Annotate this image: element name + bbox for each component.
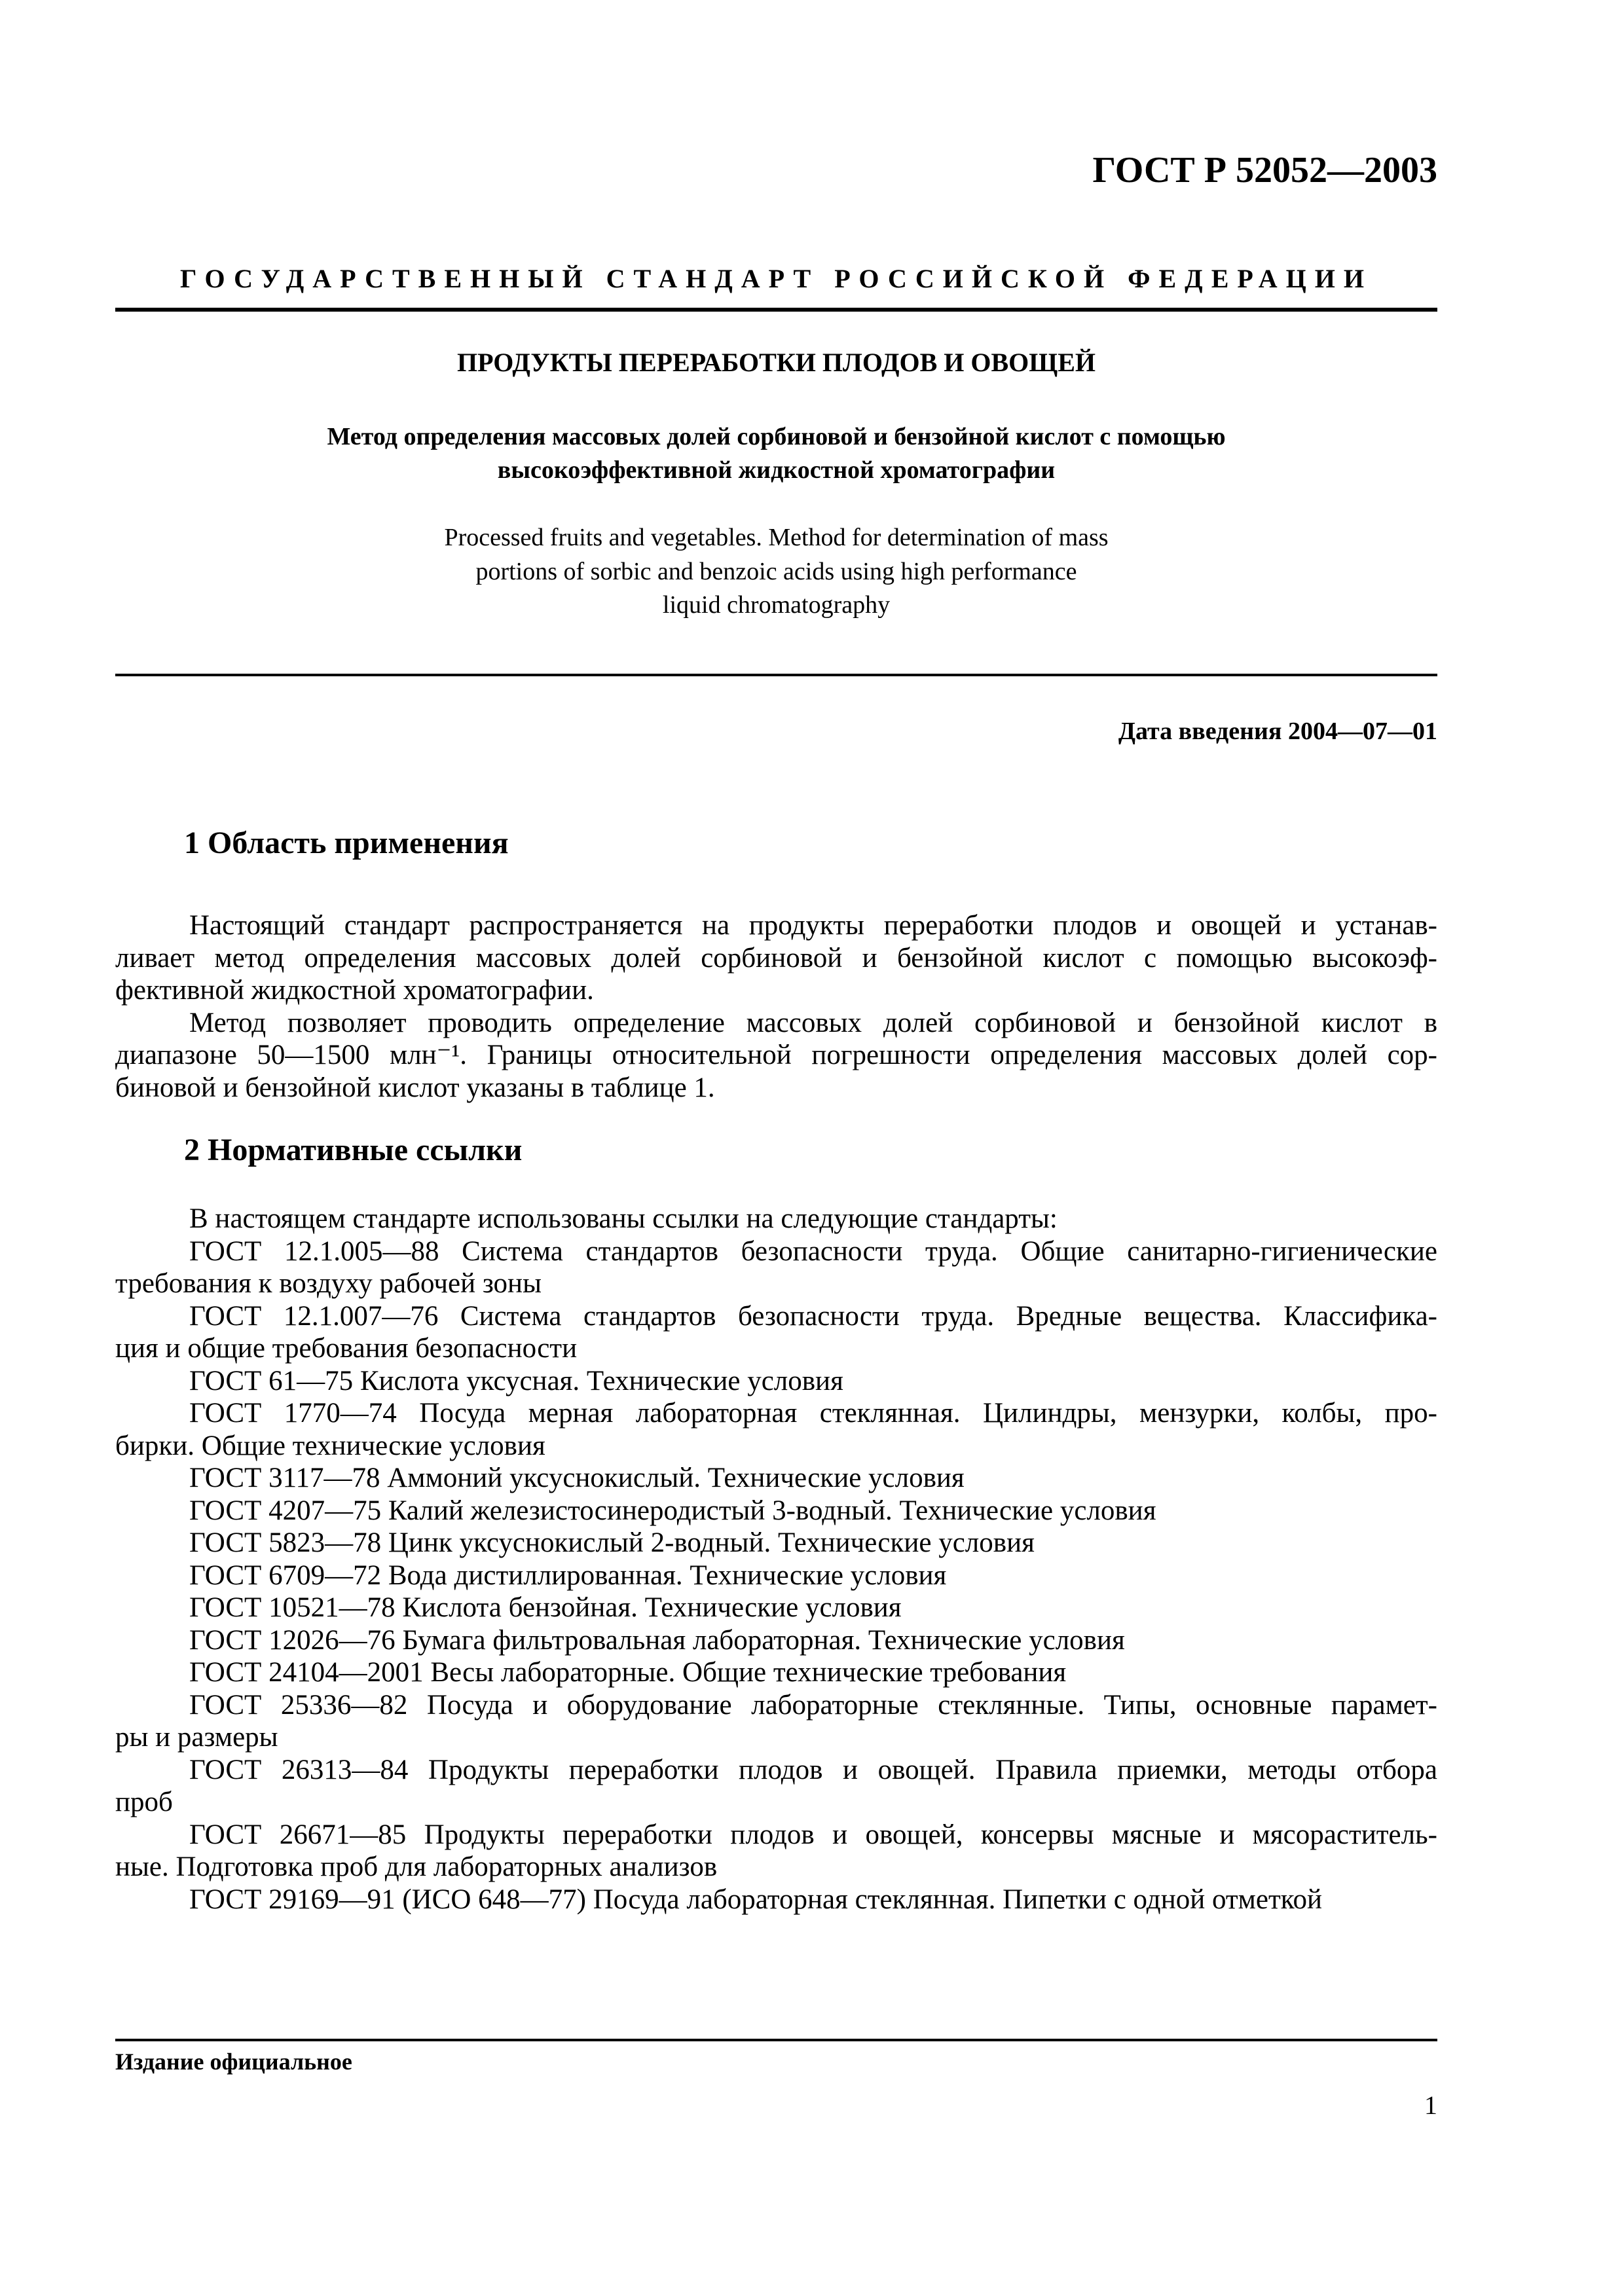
reference-item <box>115 1300 1437 1365</box>
text-line: ры и размеры <box>115 1722 278 1753</box>
paragraph <box>115 909 1437 1007</box>
text-line: ция и общие требования безопасности <box>115 1333 578 1364</box>
text-line: ГОСТ 12026—76 Бумага фильтровальная лабораторная. Технические условия <box>189 1624 1125 1656</box>
text-line: ГОСТ 24104—2001 Весы лабораторные. Общие технические требования <box>189 1657 1067 1688</box>
reference-item <box>115 1203 1437 1235</box>
footer-rule <box>115 2039 1437 2041</box>
section-1-body <box>115 909 1437 1104</box>
reference-item <box>115 1462 1437 1495</box>
text-line: проб <box>115 1787 173 1817</box>
effective-date: Дата введения 2004—07—01 <box>1118 718 1437 745</box>
reference-item <box>115 1397 1437 1462</box>
text-line: ГОСТ 61—75 Кислота уксусная. Технические условия <box>189 1365 843 1396</box>
section-2-references <box>115 1203 1437 1916</box>
reference-item <box>115 1624 1437 1657</box>
document-title: ПРОДУКТЫ ПЕРЕРАБОТКИ ПЛОДОВ И ОВОЩЕЙ <box>456 348 1096 377</box>
text-line: Метод позволяет проводить определение массовых долей сорбиновой и бензойной кислот в <box>189 1007 1437 1038</box>
reference-item <box>115 1592 1437 1624</box>
reference-item <box>115 1819 1437 1884</box>
state-standard-title: ГОСУДАРСТВЕННЫЙ СТАНДАРТ РОССИЙСКОЙ ФЕДЕРАЦИИ <box>180 264 1373 293</box>
english-line: liquid chromatography <box>662 591 891 619</box>
edition-note: Издание официальное <box>115 2049 352 2075</box>
section-2-heading: 2 Нормативные ссылки <box>184 1133 523 1167</box>
header-rule <box>115 308 1437 312</box>
text-line: ГОСТ 29169—91 (ИСО 648—77) Посуда лабораторная стеклянная. Пипетки с одной отметкой <box>189 1884 1322 1915</box>
reference-item <box>115 1689 1437 1754</box>
text-line: ные. Подготовка проб для лабораторных анализов <box>115 1851 718 1882</box>
english-line: portions of sorbic and benzoic acids using high performance <box>475 557 1077 585</box>
reference-item <box>115 1884 1437 1916</box>
reference-item <box>115 1527 1437 1559</box>
reference-item <box>115 1559 1437 1592</box>
document-subtitle <box>115 420 1437 487</box>
text-line: фективной жидкостной хроматографии. <box>115 975 594 1006</box>
text-line: ГОСТ 4207—75 Калий железистосинеродистый 3-водный. Технические условия <box>189 1495 1156 1526</box>
english-line: Processed fruits and vegetables. Method for determination of mass <box>444 524 1109 551</box>
text-line: ГОСТ 12.1.007—76 Система стандартов безопасности труда. Вредные вещества. Классифика- <box>189 1300 1437 1332</box>
text-line: В настоящем стандарте использованы ссылки на следующие стандарты: <box>189 1203 1058 1234</box>
text-line: ГОСТ 6709—72 Вода дистиллированная. Технические условия <box>189 1559 947 1591</box>
doc-number: ГОСТ Р 52052—2003 <box>1092 150 1437 191</box>
reference-item <box>115 1235 1437 1300</box>
text-line: ГОСТ 25336—82 Посуда и оборудование лабораторные стеклянные. Типы, основные парамет- <box>189 1689 1437 1721</box>
text-line: ливает метод определения массовых долей сорбиновой и бензойной кислот с помощью высокоэф- <box>115 942 1437 974</box>
subtitle-line: Метод определения массовых долей сорбиновой и бензойной кислот с помощью <box>327 423 1226 450</box>
reference-item <box>115 1656 1437 1689</box>
text-line: диапазоне 50—1500 млн⁻¹. Границы относительной погрешности определения массовых долей сор- <box>115 1040 1437 1070</box>
text-line: ГОСТ 3117—78 Аммоний уксуснокислый. Технические условия <box>189 1463 965 1493</box>
text-line: ГОСТ 26671—85 Продукты переработки плодов и овощей, консервы мясные и мясораститель- <box>189 1819 1437 1850</box>
text-line: ГОСТ 26313—84 Продукты переработки плодов и овощей. Правила приемки, методы отбора <box>189 1754 1437 1785</box>
english-title <box>115 521 1437 623</box>
text-line: биновой и бензойной кислот указаны в таблице 1. <box>115 1072 715 1103</box>
reference-item <box>115 1495 1437 1527</box>
text-line: ГОСТ 12.1.005—88 Система стандартов безопасности труда. Общие санитарно-гигиенические <box>189 1235 1437 1267</box>
text-line: требования к воздуху рабочей зоны <box>115 1268 542 1299</box>
page-number: 1 <box>1424 2090 1437 2120</box>
reference-item <box>115 1754 1437 1819</box>
text-line: Настоящий стандарт распространяется на продукты переработки плодов и овощей и устанав- <box>189 910 1437 941</box>
text-line: ГОСТ 1770—74 Посуда мерная лабораторная стеклянная. Цилиндры, мензурки, колбы, про- <box>189 1398 1437 1429</box>
paragraph <box>115 1007 1437 1104</box>
text-line: бирки. Общие технические условия <box>115 1430 545 1461</box>
text-line: ГОСТ 10521—78 Кислота бензойная. Технические условия <box>189 1592 902 1623</box>
section-1-heading: 1 Область применения <box>184 826 509 860</box>
title-rule <box>115 674 1437 676</box>
subtitle-line: высокоэффективной жидкостной хроматографии <box>497 456 1056 484</box>
text-line: ГОСТ 5823—78 Цинк уксуснокислый 2-водный. Технические условия <box>189 1527 1035 1558</box>
reference-item <box>115 1365 1437 1398</box>
